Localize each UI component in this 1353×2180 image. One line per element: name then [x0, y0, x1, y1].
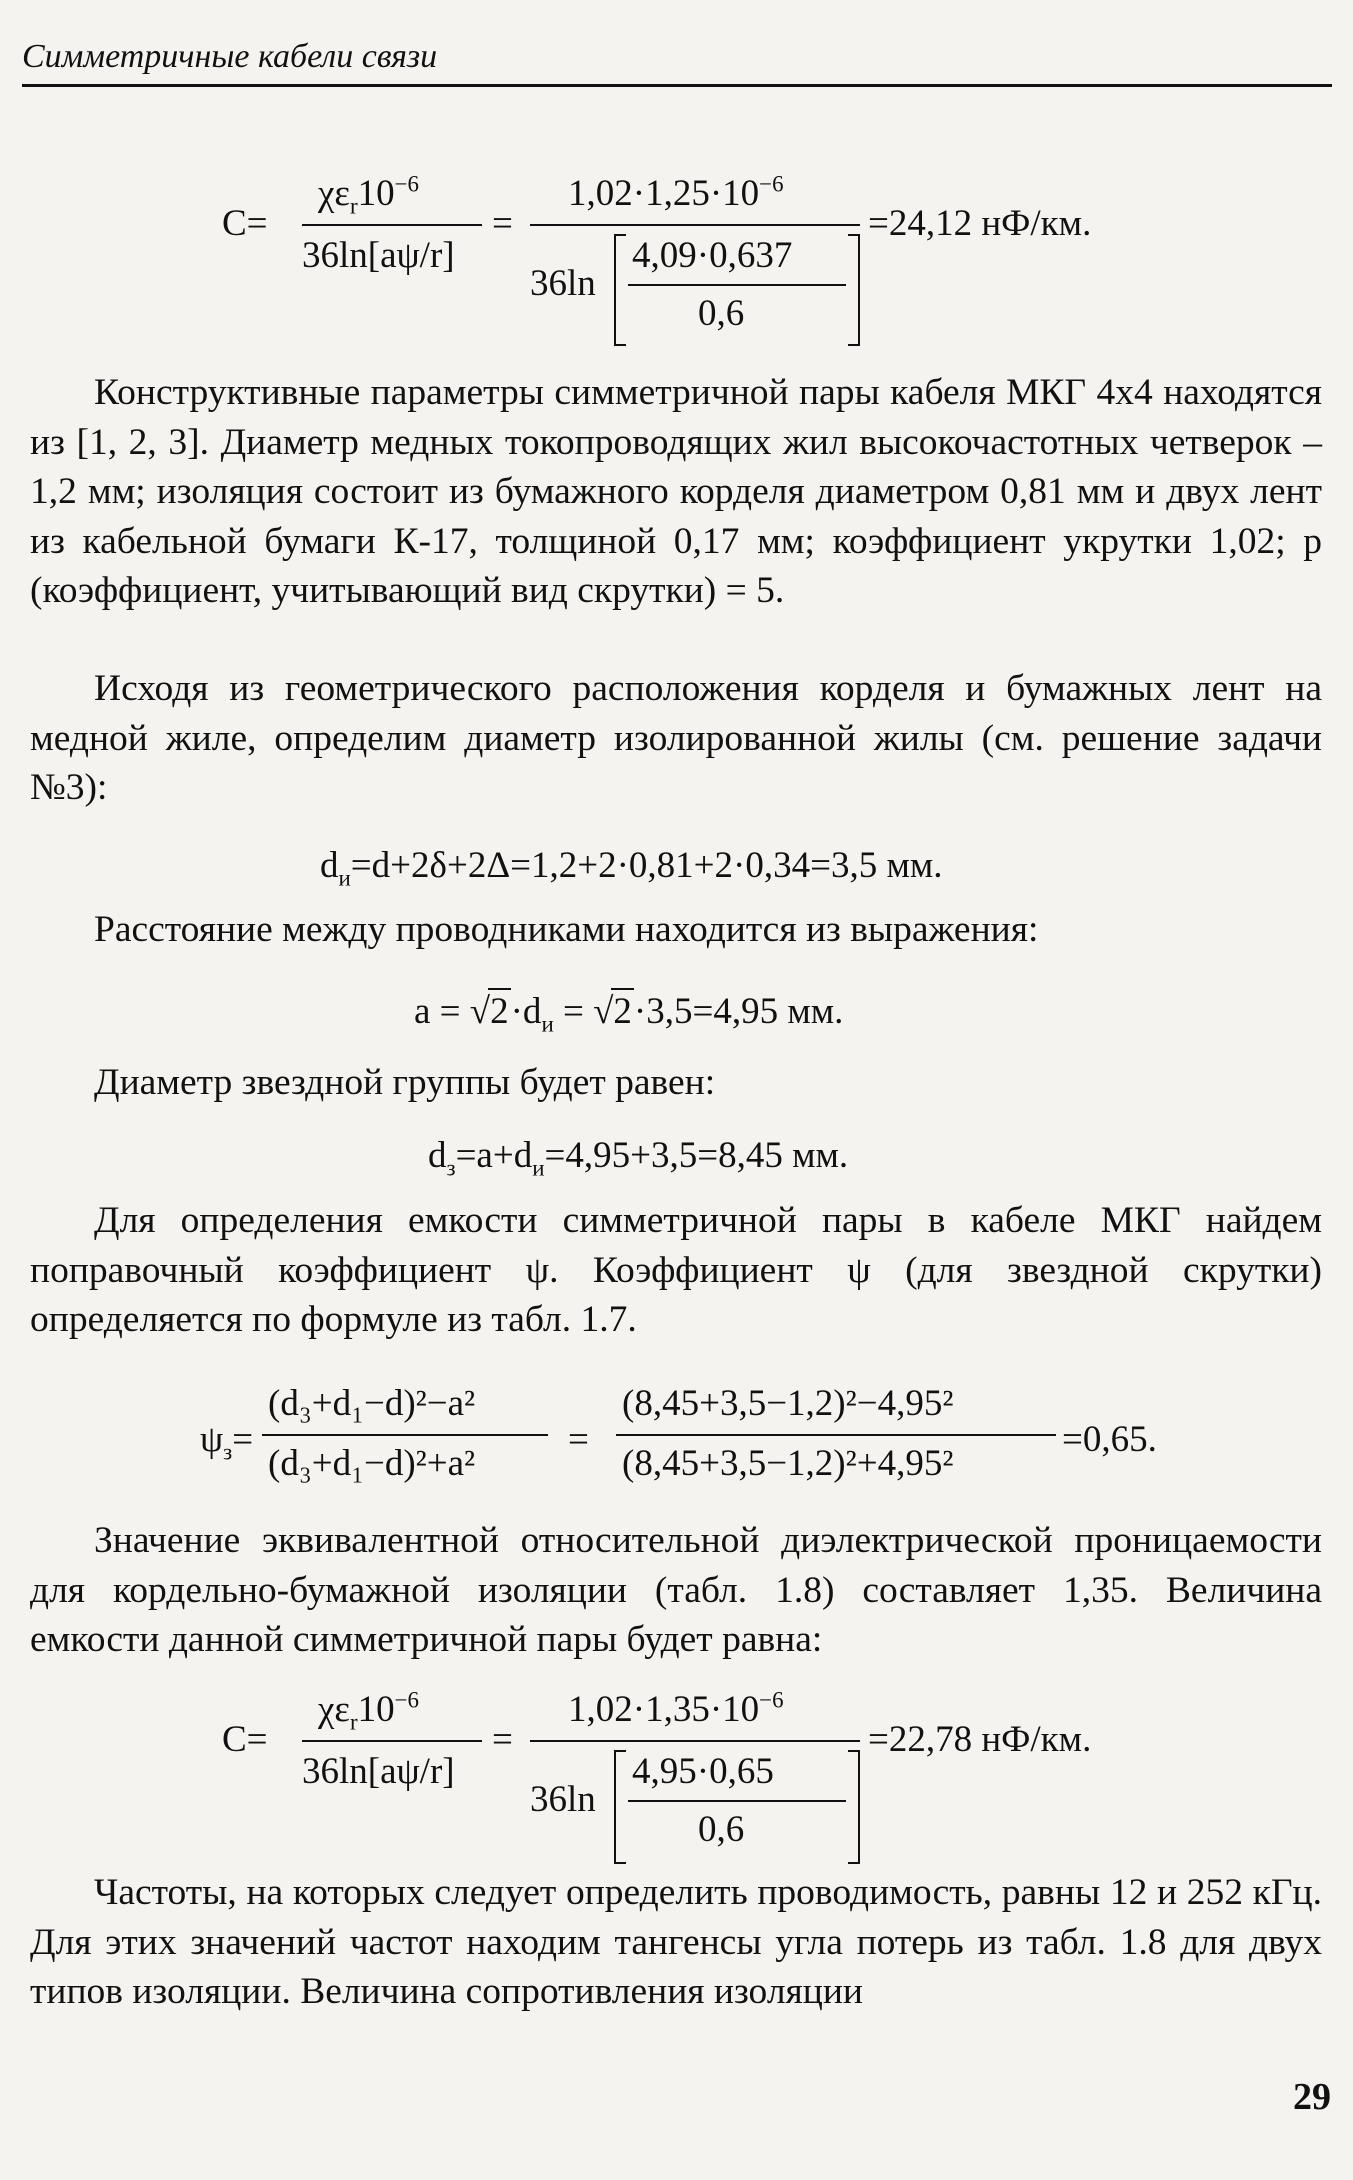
running-title: Симметричные кабели связи [22, 38, 438, 75]
paragraph-geometry: Исходя из геометрического расположения корделя и бумажных лент на медной жиле, определим диаметр изолированной жилы (см. решение задачи №3): [30, 668, 1322, 808]
formula1-num1: $\chi\varepsilon_r10^{-6}$ [318, 171, 420, 219]
formula-distance: $a = √2\cdot d_и = √2\cdot 3,5=4,95$ мм. [414, 988, 843, 1033]
psi-lhs: $\psi_з=$ [200, 1419, 254, 1465]
formula-star-group-diameter: $d_з=a+d_и=4,95+3,5=8,45$ мм. [428, 1135, 849, 1181]
sqrt-symbol-2: √2 [593, 988, 634, 1033]
formula2-den2-prefix: 36ln [530, 1779, 596, 1820]
formula1-inner-num: 4,09·0,637 [632, 235, 793, 276]
formula2-right-bracket [848, 1750, 860, 1864]
formula2-left-bracket [614, 1750, 626, 1864]
formula1-inner-den: 0,6 [698, 293, 745, 334]
paragraph-frequencies: Частоты, на которых следует определить проводимость, равны 12 и 252 кГц. Для этих значений частот находим тангенсы угла потерь из табл. 1.8 для двух типов изоляции. Величина сопротивления изоляции [30, 1872, 1322, 2012]
formula2-result: =22,78 нФ/км. [868, 1719, 1092, 1760]
formula2-den1: 36ln[aψ/r] [302, 1751, 455, 1792]
paragraph-conductor-distance: Расстояние между проводниками находится из выражения: [94, 909, 1039, 950]
page-number: 29 [1293, 2076, 1331, 2118]
paragraph-permittivity: Значение эквивалентной относительной диэлектрической проницаемости для кордельно-бумажной изоляции (табл. 1.8) составляет 1,35. Величина емкости данной симметричной пары будет равна: [30, 1520, 1322, 1660]
psi-num1: (d₃+d₁−d)²−a² [268, 1383, 476, 1424]
formula2-inner-num: 4,95·0,65 [632, 1751, 774, 1792]
formula2-bar2 [530, 1740, 860, 1742]
formula2-lhs: C= [222, 1719, 268, 1760]
psi-eq: = [568, 1419, 589, 1460]
formula1-den1: 36ln[aψ/r] [302, 235, 455, 276]
paragraph-correction-coefficient: Для определения емкости симметричной пары в кабеле МКГ найдем поправочный коэффициент ψ. Коэффициент ψ (для звездной скрутки) определяется по формуле из табл. 1.7. [30, 1200, 1322, 1340]
formula1-eq: = [492, 203, 513, 244]
formula1-lhs: C= [222, 203, 268, 244]
formula2-num1: $\chi\varepsilon_r10^{-6}$ [318, 1687, 420, 1735]
psi-den2: (8,45+3,5−1,2)²+4,95² [622, 1443, 954, 1484]
formula1-den2-prefix: 36ln [530, 263, 596, 304]
psi-num2: (8,45+3,5−1,2)²−4,95² [622, 1383, 954, 1424]
formula2-inner-bar [628, 1800, 846, 1802]
sqrt-symbol-1: √2 [470, 988, 511, 1033]
formula2-bar1 [302, 1740, 482, 1742]
formula-insulated-diameter: $d_и=d+2\delta+2\Delta=1,2+2\cdot 0,81+2\cdot 0,34=3,5$ мм. [320, 845, 943, 891]
paragraph-construction-params: Конструктивные параметры симметричной пары кабеля МКГ 4х4 находятся из [1, 2, 3]. Диаметр медных токопроводящих жил высокочастотных четверок – 1,2 мм; изоляция состоит из бумажного корделя диаметром 0,81 мм и двух лент из кабельной бумаги К-17, толщиной 0,17 мм; коэффициент укрутки 1,02; р (коэффициент, учитывающий вид скрутки) = 5. [30, 372, 1322, 611]
psi-result: =0,65. [1062, 1419, 1157, 1460]
psi-den1: (d₃+d₁−d)²+a² [268, 1443, 476, 1484]
formula1-result: =24,12 нФ/км. [868, 203, 1092, 244]
formula2-num2: $1,02\cdot 1,35\cdot 10^{-6}$ [568, 1687, 784, 1730]
formula2-inner-den: 0,6 [698, 1809, 745, 1850]
formula2-eq: = [492, 1719, 513, 1760]
formula1-num2: $1,02\cdot 1,25\cdot 10^{-6}$ [568, 171, 784, 214]
paragraph-star-group: Диаметр звездной группы будет равен: [94, 1062, 716, 1103]
